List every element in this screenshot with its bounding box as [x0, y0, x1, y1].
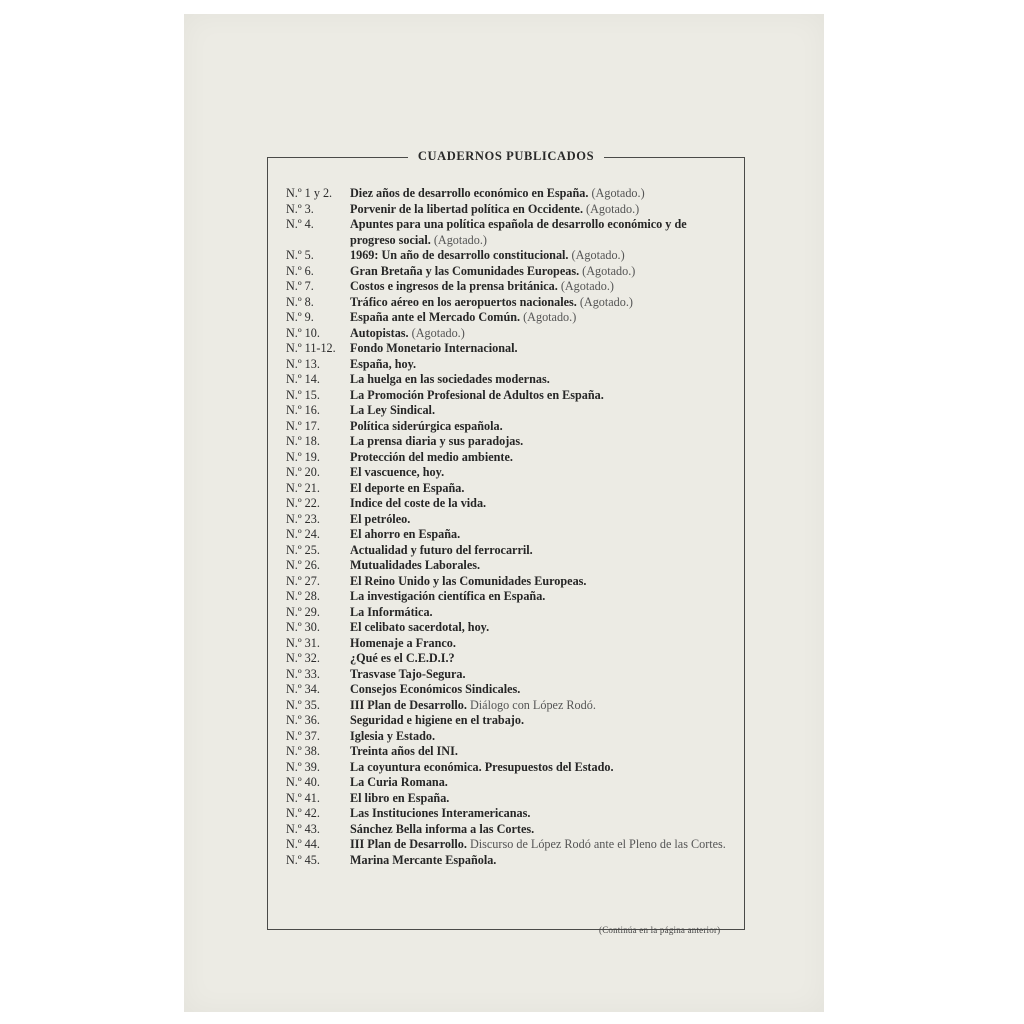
issue-text	[350, 403, 734, 419]
list-item	[286, 248, 734, 264]
issue-text	[350, 512, 734, 528]
list-item	[286, 558, 734, 574]
issue-title: Protección del medio ambiente.	[350, 449, 513, 464]
issue-title: La Informática.	[350, 604, 433, 619]
list-item	[286, 326, 734, 342]
issue-number: N.º 21.	[286, 480, 320, 495]
publications-box	[267, 149, 745, 930]
issue-note: (Agotado.)	[523, 310, 577, 324]
issue-number: N.º 17.	[286, 418, 320, 433]
issue-number: N.º 8.	[286, 294, 314, 309]
issue-text	[350, 388, 734, 404]
issue-title: III Plan de Desarrollo.	[350, 697, 467, 712]
issue-title: Homenaje a Franco.	[350, 635, 456, 650]
issue-number: N.º 6.	[286, 263, 314, 278]
issue-number: N.º 4.	[286, 217, 314, 231]
list-item	[286, 357, 734, 373]
issue-number: N.º 34.	[286, 682, 320, 696]
list-item	[286, 620, 734, 636]
list-item	[286, 202, 734, 218]
issue-title: El Reino Unido y las Comunidades Europeas.	[350, 573, 587, 588]
issue-text	[350, 496, 734, 512]
list-item	[286, 651, 734, 667]
issue-title: Trasvase Tajo-Segura.	[350, 666, 466, 681]
list-item	[286, 341, 734, 357]
list-item	[286, 837, 734, 853]
issue-title: Seguridad e higiene en el trabajo.	[350, 713, 525, 727]
list-item	[286, 760, 734, 776]
issue-number: N.º 40.	[286, 775, 320, 789]
issue-number: N.º 26.	[286, 558, 320, 572]
issue-title: El ahorro en España.	[350, 527, 461, 541]
issue-number: N.º 16.	[286, 403, 320, 417]
issue-title: Actualidad y futuro del ferrocarril.	[350, 542, 533, 557]
issue-title: España ante el Mercado Común.	[350, 310, 521, 324]
list-item	[286, 589, 734, 605]
issue-number: N.º 44.	[286, 837, 320, 851]
issue-text	[350, 326, 734, 342]
issue-text	[350, 605, 734, 621]
issue-title: El deporte en España.	[350, 480, 465, 495]
issue-title: El celibato sacerdotal, hoy.	[350, 620, 490, 634]
issue-text	[350, 450, 734, 466]
issue-title: La Curia Romana.	[350, 775, 448, 789]
issue-text	[350, 295, 734, 311]
issue-text	[350, 264, 734, 280]
issue-text	[350, 217, 734, 248]
issue-number: N.º 45.	[286, 852, 320, 867]
list-item	[286, 295, 734, 311]
list-item	[286, 682, 734, 698]
issue-text	[350, 713, 734, 729]
issue-title: Gran Bretaña y las Comunidades Europeas.	[350, 263, 580, 278]
list-item	[286, 713, 734, 729]
issue-number: N.º 19.	[286, 449, 320, 464]
list-item	[286, 698, 734, 714]
issue-number: N.º 29.	[286, 604, 320, 619]
issue-title: Apuntes para una política española de desarrollo económico y de progreso social.	[350, 217, 687, 247]
continuation-note: (Continúa en la página anterior)	[599, 925, 721, 935]
issue-title: Costos e ingresos de la prensa británica.	[350, 279, 558, 293]
issue-number: N.º 10.	[286, 325, 320, 340]
issue-note: (Agotado.)	[579, 294, 633, 309]
heading-text: CUADERNOS PUBLICADOS	[408, 149, 604, 163]
issue-note: (Agotado.)	[586, 201, 640, 216]
list-item	[286, 264, 734, 280]
issue-title: Iglesia y Estado.	[350, 728, 435, 743]
issue-number: N.º 41.	[286, 790, 320, 805]
issue-text	[350, 837, 734, 853]
issue-text	[350, 527, 734, 543]
issue-number: N.º 13.	[286, 356, 320, 371]
issue-text	[350, 186, 734, 202]
issue-number: N.º 42.	[286, 806, 320, 820]
issue-number: N.º 24.	[286, 527, 320, 541]
issue-number: N.º 25.	[286, 542, 320, 557]
issue-note: (Agotado.)	[411, 325, 465, 340]
issue-number: N.º 1 y 2.	[286, 186, 333, 200]
issue-text	[350, 667, 734, 683]
book-page	[184, 14, 824, 1012]
issue-text	[350, 791, 734, 807]
issue-title: Consejos Económicos Sindicales.	[350, 682, 521, 696]
issue-title: La huelga en las sociedades modernas.	[350, 372, 550, 386]
issue-number: N.º 33.	[286, 666, 320, 681]
issue-note: (Agotado.)	[591, 186, 645, 200]
issue-text	[350, 341, 734, 357]
issue-title: ¿Qué es el C.E.D.I.?	[350, 651, 455, 665]
list-item	[286, 806, 734, 822]
issue-number: N.º 35.	[286, 697, 320, 712]
issue-title: Las Instituciones Interamericanas.	[350, 806, 531, 820]
issue-number: N.º 30.	[286, 620, 320, 634]
list-item	[286, 775, 734, 791]
issue-text	[350, 372, 734, 388]
issue-number: N.º 9.	[286, 310, 314, 324]
list-item	[286, 822, 734, 838]
issue-note: (Agotado.)	[560, 279, 614, 293]
issue-number: N.º 11-12.	[286, 341, 336, 355]
issue-title: Fondo Monetario Internacional.	[350, 341, 518, 355]
issue-text	[350, 481, 734, 497]
issue-text	[350, 651, 734, 667]
list-item	[286, 543, 734, 559]
issue-title: Indice del coste de la vida.	[350, 496, 487, 510]
list-item	[286, 512, 734, 528]
list-item	[286, 434, 734, 450]
issue-number: N.º 15.	[286, 387, 320, 402]
list-item	[286, 574, 734, 590]
issue-title: Diez años de desarrollo económico en España.	[350, 186, 589, 200]
issue-title: Política siderúrgica española.	[350, 418, 503, 433]
list-item	[286, 527, 734, 543]
issue-text	[350, 202, 734, 218]
issue-title: La prensa diaria y sus paradojas.	[350, 434, 524, 448]
issue-title: El petróleo.	[350, 511, 411, 526]
list-item	[286, 186, 734, 202]
issue-text	[350, 589, 734, 605]
issue-number: N.º 27.	[286, 573, 320, 588]
list-item	[286, 605, 734, 621]
issue-title: España, hoy.	[350, 356, 417, 371]
issue-number: N.º 7.	[286, 279, 314, 293]
issue-number: N.º 43.	[286, 821, 320, 836]
issue-title: La coyuntura económica. Presupuestos del Estado.	[350, 759, 614, 774]
issue-title: La Ley Sindical.	[350, 403, 435, 417]
list-item	[286, 465, 734, 481]
issue-text	[350, 310, 734, 326]
issue-number: N.º 38.	[286, 744, 320, 758]
issue-title: Treinta años del INI.	[350, 744, 458, 758]
issue-note: Discurso de López Rodó ante el Pleno de las Cortes.	[469, 837, 726, 851]
list-item	[286, 853, 734, 869]
issue-number: N.º 28.	[286, 589, 320, 603]
box-heading	[268, 149, 744, 164]
list-item	[286, 450, 734, 466]
issue-number: N.º 5.	[286, 248, 314, 262]
issue-note: (Agotado.)	[582, 263, 636, 278]
issue-title: Porvenir de la libertad política en Occidente.	[350, 201, 583, 216]
publication-list	[286, 186, 734, 868]
issue-title: La investigación científica en España.	[350, 589, 546, 603]
issue-text	[350, 775, 734, 791]
issue-number: N.º 32.	[286, 651, 320, 665]
issue-text	[350, 558, 734, 574]
issue-number: N.º 18.	[286, 434, 320, 448]
issue-number: N.º 36.	[286, 713, 320, 727]
issue-text	[350, 574, 734, 590]
issue-note: (Agotado.)	[433, 232, 487, 247]
list-item	[286, 372, 734, 388]
issue-text	[350, 729, 734, 745]
list-item	[286, 419, 734, 435]
issue-text	[350, 279, 734, 295]
issue-text	[350, 419, 734, 435]
issue-title: Marina Mercante Española.	[350, 852, 497, 867]
list-item	[286, 403, 734, 419]
issue-text	[350, 760, 734, 776]
list-item	[286, 388, 734, 404]
issue-title: Autopistas.	[350, 325, 409, 340]
issue-text	[350, 636, 734, 652]
issue-number: N.º 14.	[286, 372, 320, 386]
list-item	[286, 481, 734, 497]
issue-number: N.º 3.	[286, 201, 314, 216]
issue-number: N.º 23.	[286, 511, 320, 526]
issue-note: Diálogo con López Rodó.	[469, 697, 596, 712]
issue-text	[350, 744, 734, 760]
issue-text	[350, 806, 734, 822]
issue-text	[350, 465, 734, 481]
issue-text	[350, 434, 734, 450]
list-item	[286, 791, 734, 807]
list-item	[286, 636, 734, 652]
list-item	[286, 279, 734, 295]
issue-title: El libro en España.	[350, 790, 450, 805]
issue-text	[350, 620, 734, 636]
list-item	[286, 496, 734, 512]
issue-number: N.º 31.	[286, 635, 320, 650]
issue-text	[350, 357, 734, 373]
list-item	[286, 310, 734, 326]
issue-title: Tráfico aéreo en los aeropuertos nacionales.	[350, 294, 577, 309]
issue-note: (Agotado.)	[571, 248, 625, 262]
list-item	[286, 744, 734, 760]
issue-text	[350, 543, 734, 559]
issue-title: El vascuence, hoy.	[350, 465, 445, 479]
issue-number: N.º 37.	[286, 728, 320, 743]
issue-title: 1969: Un año de desarrollo constitucional.	[350, 248, 569, 262]
issue-text	[350, 698, 734, 714]
issue-title: Mutualidades Laborales.	[350, 558, 481, 572]
list-item	[286, 217, 734, 248]
list-item	[286, 667, 734, 683]
list-item	[286, 729, 734, 745]
issue-title: La Promoción Profesional de Adultos en España.	[350, 387, 604, 402]
issue-title: III Plan de Desarrollo.	[350, 837, 467, 851]
issue-title: Sánchez Bella informa a las Cortes.	[350, 821, 535, 836]
issue-number: N.º 39.	[286, 759, 320, 774]
issue-text	[350, 822, 734, 838]
issue-text	[350, 248, 734, 264]
issue-number: N.º 20.	[286, 465, 320, 479]
issue-text	[350, 853, 734, 869]
issue-number: N.º 22.	[286, 496, 320, 510]
issue-text	[350, 682, 734, 698]
